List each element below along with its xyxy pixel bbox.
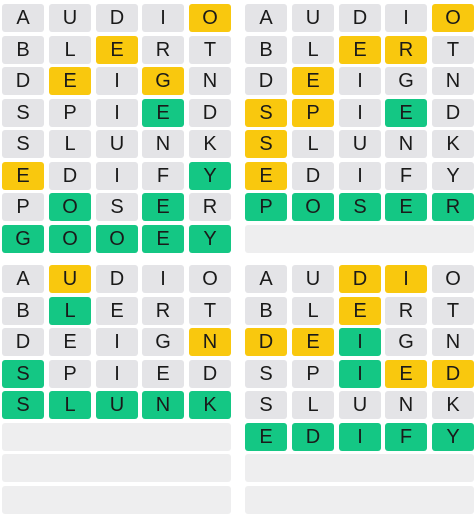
letter-tile-absent: Y [432, 162, 474, 190]
letter-tile-correct: I [339, 423, 381, 451]
guess-row [245, 360, 474, 388]
letter-tile-absent: R [142, 36, 184, 64]
letter-tile-absent: F [385, 162, 427, 190]
letter-tile-absent: A [2, 265, 44, 293]
letter-tile-absent: F [142, 162, 184, 190]
letter-tile-correct: O [292, 193, 334, 221]
letter-tile-correct: Y [189, 162, 231, 190]
letter-tile-correct: K [189, 391, 231, 419]
letter-tile-absent: B [245, 36, 287, 64]
board-top-right [245, 4, 474, 256]
letter-tile-correct: S [2, 391, 44, 419]
letter-tile-absent: E [142, 360, 184, 388]
letter-tile-absent: D [2, 328, 44, 356]
letter-tile-absent: L [292, 297, 334, 325]
empty-guess-row [245, 486, 474, 514]
empty-guess-row [245, 454, 474, 482]
letter-tile-correct: E [385, 99, 427, 127]
letter-tile-absent: K [432, 391, 474, 419]
letter-tile-absent: G [385, 328, 427, 356]
letter-tile-absent: P [292, 360, 334, 388]
letter-tile-absent: N [432, 328, 474, 356]
letter-tile-absent: N [385, 391, 427, 419]
letter-tile-absent: S [2, 130, 44, 158]
letter-tile-absent: D [292, 162, 334, 190]
board-top-left [2, 4, 231, 256]
guess-row [2, 391, 231, 419]
letter-tile-absent: I [96, 67, 138, 95]
letter-tile-present: E [292, 328, 334, 356]
letter-tile-absent: L [49, 130, 91, 158]
letter-tile-present: I [385, 265, 427, 293]
letter-tile-correct: E [142, 99, 184, 127]
letter-tile-absent: U [96, 130, 138, 158]
guess-row [245, 99, 474, 127]
empty-guess-row [2, 423, 231, 451]
guess-row [245, 265, 474, 293]
letter-tile-present: E [339, 297, 381, 325]
letter-tile-absent: G [385, 67, 427, 95]
letter-tile-absent: I [339, 162, 381, 190]
letter-tile-present: D [245, 328, 287, 356]
letter-tile-absent: U [292, 4, 334, 32]
guess-row [2, 4, 231, 32]
letter-tile-absent: S [2, 99, 44, 127]
letter-tile-absent: D [49, 162, 91, 190]
guess-row [2, 225, 231, 253]
letter-tile-absent: I [142, 265, 184, 293]
letter-tile-correct: S [2, 360, 44, 388]
letter-tile-correct: O [49, 225, 91, 253]
guess-row [245, 193, 474, 221]
empty-guess-row [245, 225, 474, 253]
letter-tile-absent: T [189, 36, 231, 64]
letter-tile-absent: O [432, 265, 474, 293]
guess-row [245, 4, 474, 32]
guess-row [245, 67, 474, 95]
letter-tile-correct: N [142, 391, 184, 419]
letter-tile-absent: B [2, 297, 44, 325]
letter-tile-absent: E [96, 297, 138, 325]
letter-tile-absent: A [245, 4, 287, 32]
letter-tile-correct: O [96, 225, 138, 253]
letter-tile-absent: R [142, 297, 184, 325]
board-bottom-left [2, 265, 231, 517]
letter-tile-correct: E [142, 193, 184, 221]
guess-row [2, 162, 231, 190]
empty-guess-row [2, 486, 231, 514]
letter-tile-absent: D [2, 67, 44, 95]
letter-tile-present: E [292, 67, 334, 95]
guess-row [2, 193, 231, 221]
letter-tile-present: O [189, 4, 231, 32]
letter-tile-absent: U [339, 391, 381, 419]
letter-tile-absent: N [142, 130, 184, 158]
letter-tile-absent: D [339, 4, 381, 32]
letter-tile-absent: S [96, 193, 138, 221]
letter-tile-correct: S [339, 193, 381, 221]
letter-tile-absent: T [189, 297, 231, 325]
letter-tile-absent: I [96, 360, 138, 388]
letter-tile-present: S [245, 130, 287, 158]
letter-tile-correct: Y [189, 225, 231, 253]
letter-tile-absent: S [245, 360, 287, 388]
letter-tile-correct: I [339, 328, 381, 356]
letter-tile-absent: E [49, 328, 91, 356]
letter-tile-absent: U [339, 130, 381, 158]
guess-row [2, 265, 231, 293]
letter-tile-absent: P [49, 360, 91, 388]
guess-row [245, 162, 474, 190]
letter-tile-absent: I [339, 67, 381, 95]
letter-tile-present: E [49, 67, 91, 95]
guess-row [2, 328, 231, 356]
letter-tile-absent: B [2, 36, 44, 64]
letter-tile-present: E [2, 162, 44, 190]
letter-tile-absent: U [49, 4, 91, 32]
guess-row [245, 423, 474, 451]
guess-row [245, 297, 474, 325]
letter-tile-present: E [245, 162, 287, 190]
guess-row [245, 328, 474, 356]
letter-tile-absent: B [245, 297, 287, 325]
letter-tile-correct: E [385, 193, 427, 221]
letter-tile-present: G [142, 67, 184, 95]
letter-tile-correct: L [49, 391, 91, 419]
letter-tile-absent: I [385, 4, 427, 32]
guess-row [245, 36, 474, 64]
letter-tile-correct: I [339, 360, 381, 388]
empty-guess-row [2, 454, 231, 482]
guess-row [2, 130, 231, 158]
letter-tile-absent: R [385, 297, 427, 325]
letter-tile-absent: L [49, 36, 91, 64]
letter-tile-absent: D [96, 265, 138, 293]
letter-tile-absent: P [49, 99, 91, 127]
letter-tile-absent: I [96, 328, 138, 356]
letter-tile-absent: U [292, 265, 334, 293]
letter-tile-absent: I [96, 99, 138, 127]
letter-tile-correct: F [385, 423, 427, 451]
guess-row [2, 99, 231, 127]
letter-tile-absent: P [2, 193, 44, 221]
letter-tile-absent: N [385, 130, 427, 158]
letter-tile-absent: A [245, 265, 287, 293]
letter-tile-absent: N [432, 67, 474, 95]
letter-tile-absent: L [292, 36, 334, 64]
guess-row [2, 36, 231, 64]
letter-tile-absent: K [432, 130, 474, 158]
letter-tile-absent: K [189, 130, 231, 158]
letter-tile-absent: N [189, 67, 231, 95]
letter-tile-present: D [432, 360, 474, 388]
letter-tile-absent: L [292, 130, 334, 158]
letter-tile-absent: L [292, 391, 334, 419]
letter-tile-absent: R [189, 193, 231, 221]
letter-tile-absent: T [432, 297, 474, 325]
guess-row [245, 391, 474, 419]
letter-tile-present: S [245, 99, 287, 127]
letter-tile-absent: I [96, 162, 138, 190]
guess-row [245, 130, 474, 158]
letter-tile-present: E [385, 360, 427, 388]
letter-tile-present: O [432, 4, 474, 32]
letter-tile-present: N [189, 328, 231, 356]
letter-tile-absent: I [142, 4, 184, 32]
letter-tile-present: U [49, 265, 91, 293]
letter-tile-present: R [385, 36, 427, 64]
letter-tile-correct: R [432, 193, 474, 221]
letter-tile-correct: U [96, 391, 138, 419]
letter-tile-correct: L [49, 297, 91, 325]
letter-tile-absent: D [432, 99, 474, 127]
letter-tile-absent: D [245, 67, 287, 95]
letter-tile-present: D [339, 265, 381, 293]
board-bottom-right [245, 265, 474, 517]
letter-tile-correct: P [245, 193, 287, 221]
letter-tile-absent: I [339, 99, 381, 127]
guess-row [2, 67, 231, 95]
letter-tile-correct: E [245, 423, 287, 451]
letter-tile-correct: G [2, 225, 44, 253]
letter-tile-absent: D [189, 99, 231, 127]
letter-tile-absent: T [432, 36, 474, 64]
letter-tile-absent: A [2, 4, 44, 32]
guess-row [2, 360, 231, 388]
letter-tile-present: P [292, 99, 334, 127]
letter-tile-absent: S [245, 391, 287, 419]
letter-tile-present: E [96, 36, 138, 64]
letter-tile-present: E [339, 36, 381, 64]
letter-tile-correct: Y [432, 423, 474, 451]
letter-tile-correct: D [292, 423, 334, 451]
guess-row [2, 297, 231, 325]
letter-tile-absent: D [189, 360, 231, 388]
letter-tile-absent: G [142, 328, 184, 356]
letter-tile-absent: D [96, 4, 138, 32]
letter-tile-absent: O [189, 265, 231, 293]
letter-tile-correct: O [49, 193, 91, 221]
letter-tile-correct: E [142, 225, 184, 253]
